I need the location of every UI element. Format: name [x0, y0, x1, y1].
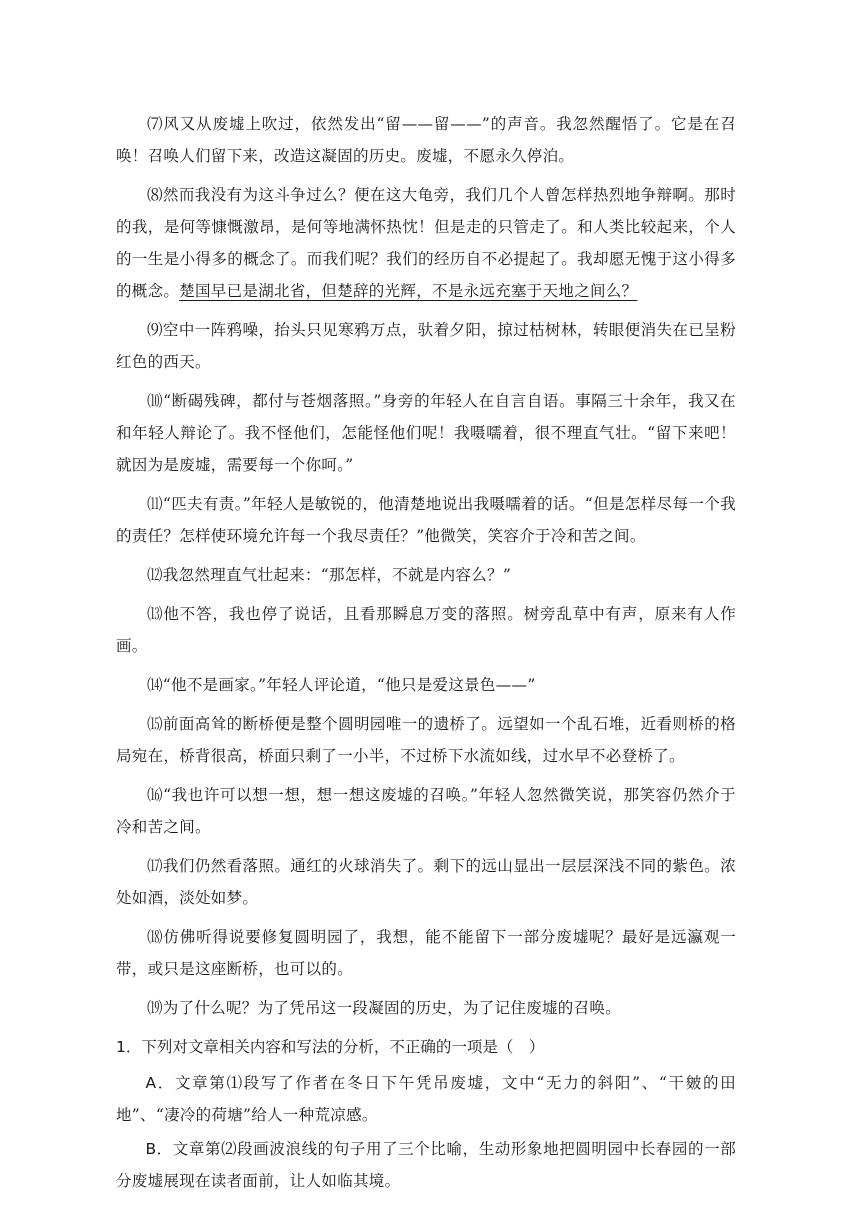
paragraph-13: ⒀他不答，我也停了说话，且看那瞬息万变的落照。树旁乱草中有声，原来有人作画。	[116, 605, 736, 655]
paragraph-8-text: ⑻然而我没有为这斗争过么？便在这大龟旁，我们几个人曾怎样热烈地争辩啊。那时的我，是何等慷慨激昂，是何等地满怀热忱！但是走的只管走了。和人类比较起来，个人的一生是小得多的概念了。而我们呢？我们的经历自不必提起了。我却愿无愧于这小得多的概念。	[116, 186, 736, 300]
paragraph-19: ⒆为了什么呢？为了凭吊这一段凝固的历史，为了记住废墟的召唤。	[147, 999, 622, 1017]
paragraph-14: ⒁“他不是画家。”年轻人评论道，“他只是爱这景色——”	[147, 676, 536, 694]
option-b	[116, 1133, 736, 1197]
option-a-text: 文章第⑴段写了作者在冬日下午凭吊废墟，文中“无力的斜阳”、“干皴的田地”、“凄冷的荷塘”给人一种荒凉感。	[116, 1074, 736, 1124]
paragraph-7: ⑺风又从废墟上吹过，依然发出“留——留——”的声音。我忽然醒悟了。它是在召唤！召唤人们留下来，改造这凝固的历史。废墟，不愿永久停泊。	[116, 115, 736, 165]
paragraph-12: ⑿我忽然理直气壮起来：“那怎样，不就是内容么？”	[147, 566, 512, 584]
paragraph-15: ⒂前面高耸的断桥便是整个圆明园唯一的遗桥了。远望如一个乱石堆，近看则桥的格局宛在，桥背很高，桥面只剩了一小半，不过桥下水流如线，过水早不必登桥了。	[116, 715, 736, 765]
paragraph-16: ⒃“我也许可以想一想，想一想这废墟的召唤。”年轻人忽然微笑说，那笑容仍然介于冷和苦之间。	[116, 786, 736, 836]
underlined-sentence: 楚国早已是湖北省，但楚辞的光辉，不是永远充塞于天地之间么？	[179, 282, 638, 300]
question-1	[116, 1031, 736, 1063]
paragraph-18: ⒅仿佛听得说要修复圆明园了，我想，能不能留下一部分废墟呢？最好是远瀛观一带，或只是这座断桥，也可以的。	[116, 928, 736, 978]
paragraph-10: ⑽“断碣残碑，都付与苍烟落照。”身旁的年轻人在自言自语。事隔三十余年，我又在和年轻人辩论了。我不怪他们，怎能怪他们呢！我嗫嚅着，很不理直气壮。“留下来吧！就因为是废墟，需要每一个你呵。”	[116, 392, 736, 474]
paragraph-17: ⒄我们仍然看落照。通红的火球消失了。剩下的远山显出一层层深浅不同的紫色。浓处如酒，淡处如梦。	[116, 857, 736, 907]
question-number: 1．	[116, 1038, 142, 1056]
option-a-letter: A．	[145, 1074, 175, 1092]
option-b-letter: B．	[145, 1140, 173, 1158]
paragraph-11: ⑾“匹夫有责。”年轻人是敏锐的，他清楚地说出我嗫嚅着的话。“但是怎样尽每一个我的责任？怎样使环境允许每一个我尽责任？”他微笑，笑容介于冷和苦之间。	[116, 495, 736, 545]
question-text: 下列对文章相关内容和写法的分析，不正确的一项是（ ）	[141, 1038, 545, 1056]
option-b-text: 文章第⑵段画波浪线的句子用了三个比喻，生动形象地把圆明园中长春园的一部分废墟展现在读者面前，让人如临其境。	[116, 1140, 736, 1190]
paragraph-8	[116, 179, 736, 307]
option-a	[116, 1067, 736, 1131]
paragraph-9: ⑼空中一阵鸦噪，抬头只见寒鸦万点，驮着夕阳，掠过枯树林，转眼便消失在已呈粉红色的西天。	[116, 321, 736, 371]
